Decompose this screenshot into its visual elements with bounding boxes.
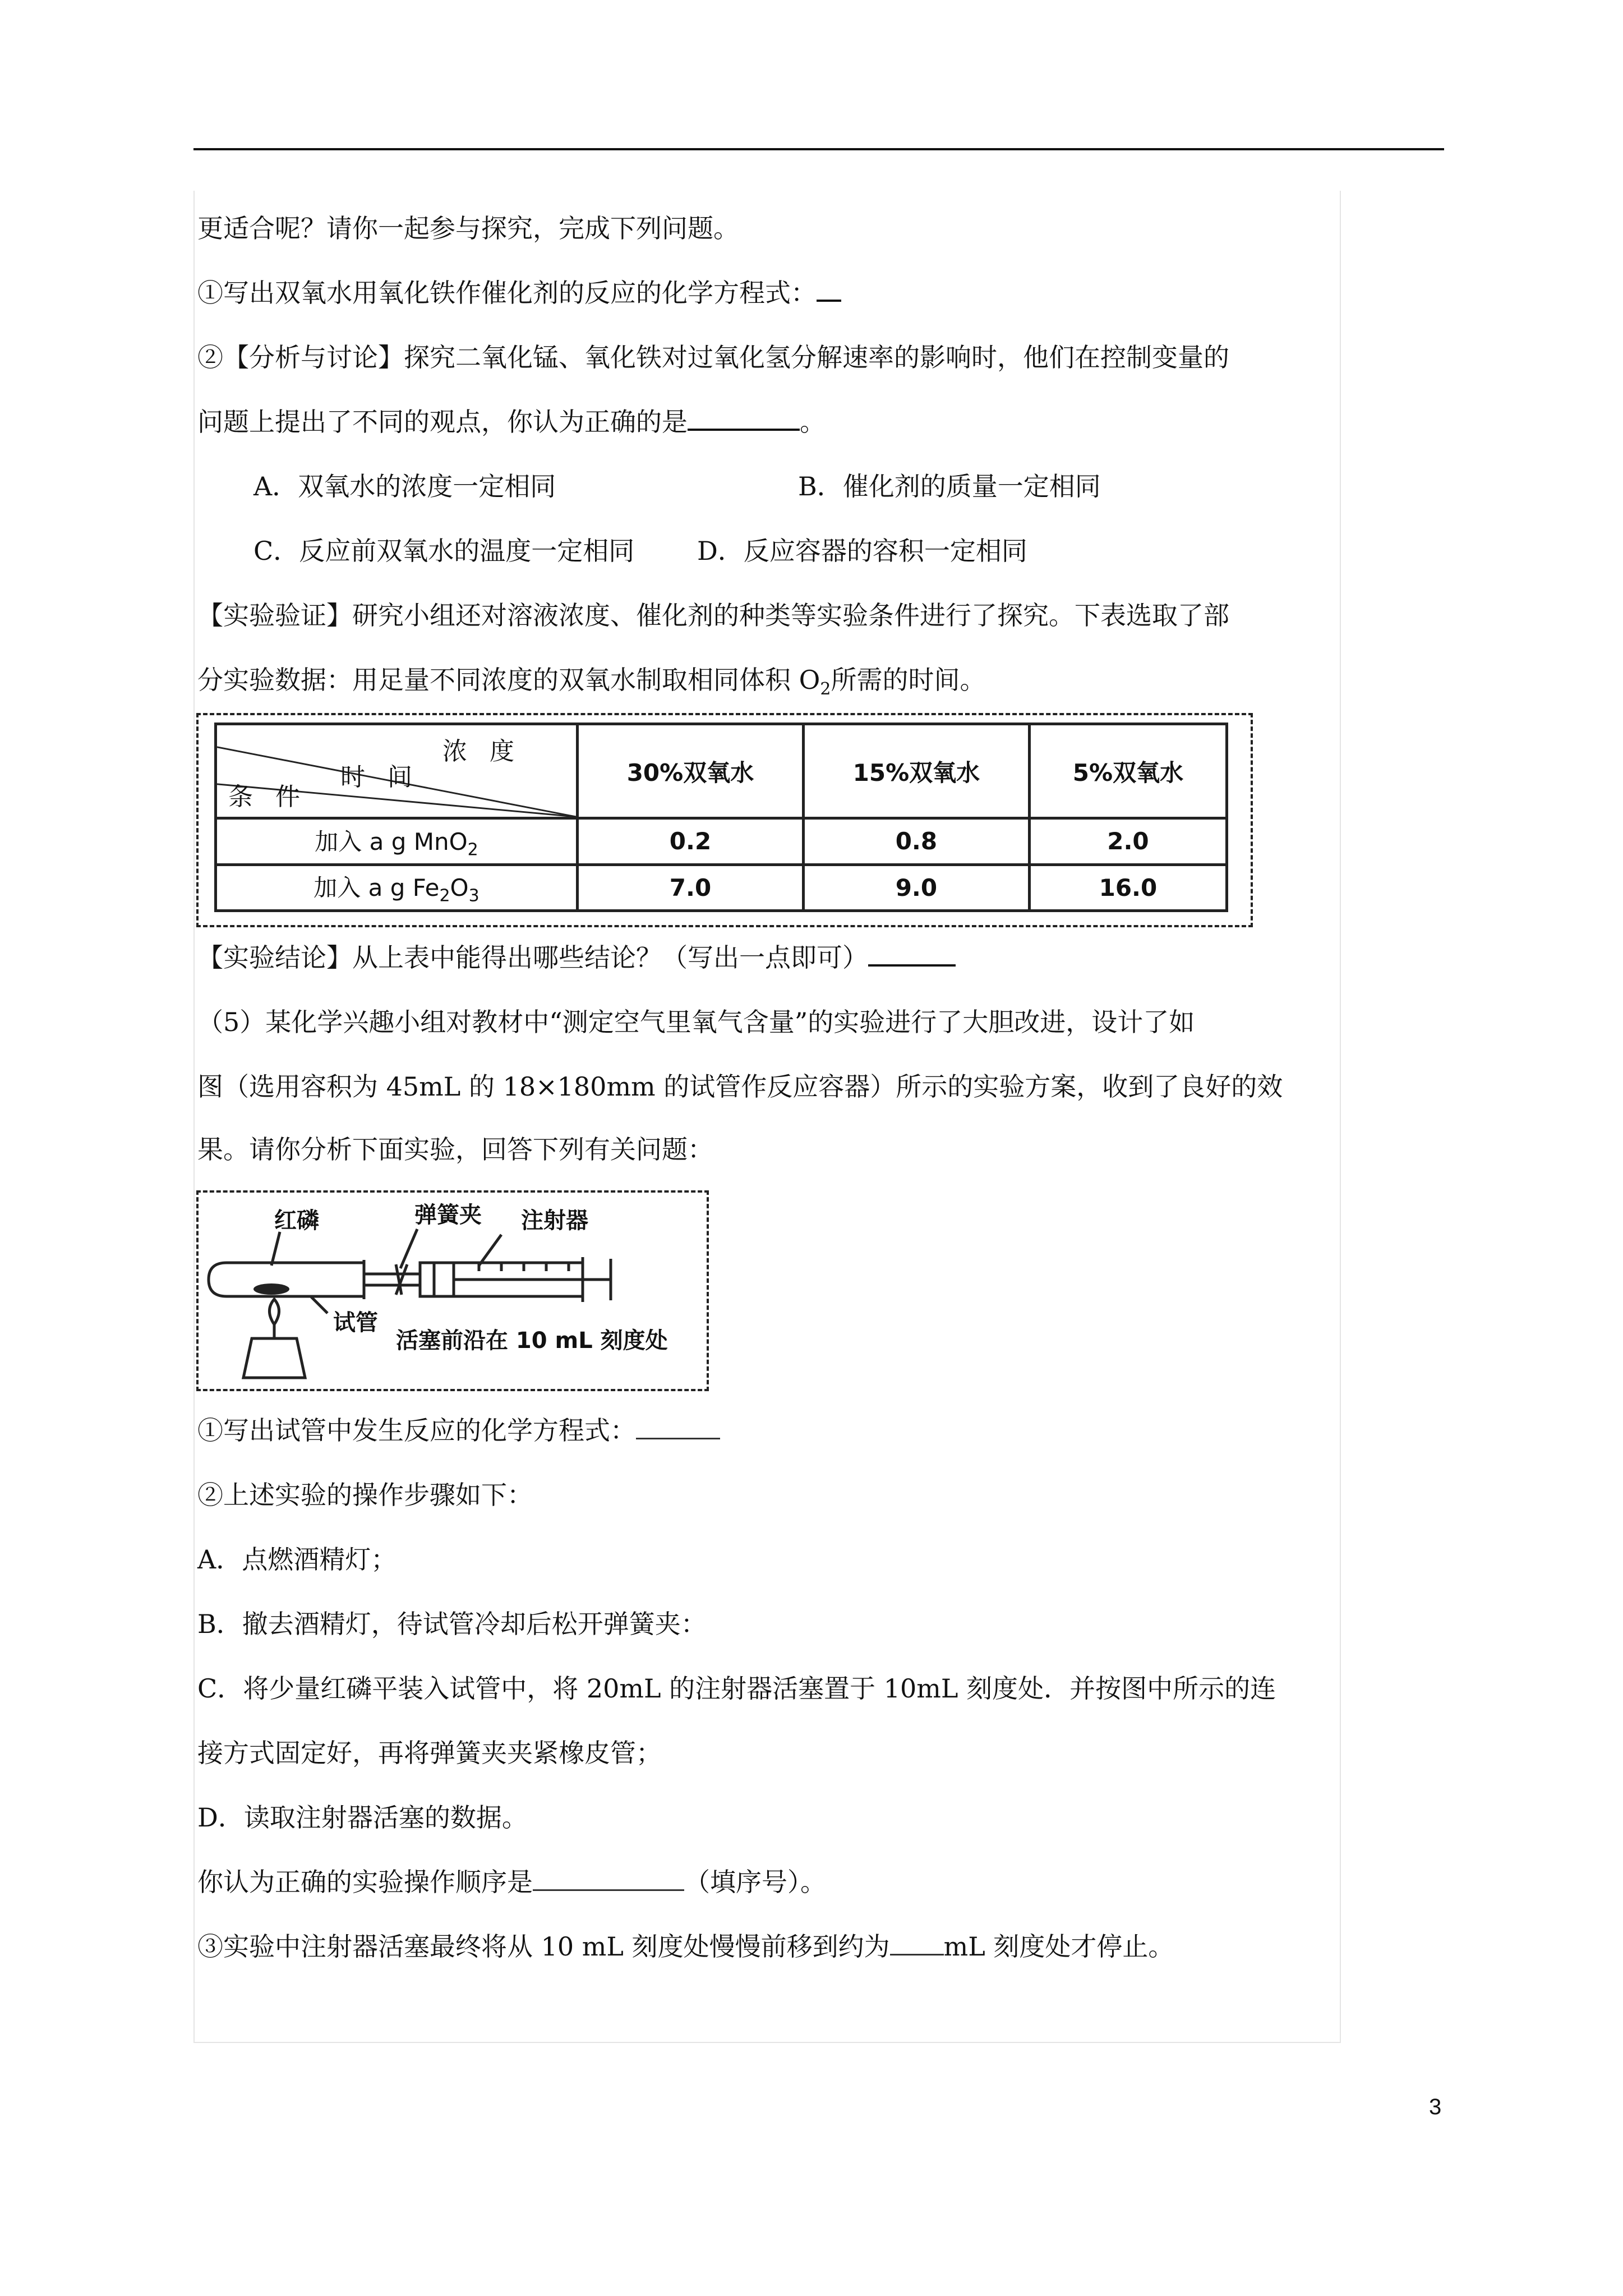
step-d: D．读取注射器活塞的数据。 xyxy=(197,1802,528,1833)
row-label-mno2: 加入 a g MnO$_2$ xyxy=(216,818,578,865)
question-2-text: 问题上提出了不同的观点，你认为正确的是 xyxy=(197,407,688,437)
table-cell: 16.0 xyxy=(1029,864,1227,911)
question-5-3-text: ③实验中注射器活塞最终将从 10 mL 刻度处慢慢前移到约为 xyxy=(197,1931,890,1962)
figure-label-red-phosphorus: 红磷 xyxy=(274,1208,319,1234)
answer-blank-order[interactable] xyxy=(533,1865,684,1891)
row-label-fe2o3: 加入 a g $Fe_2O_3$ xyxy=(216,864,578,911)
question-5-line-3: 果。请你分析下面实验，回答下列有关问题： xyxy=(197,1134,713,1165)
figure-label-piston-position: 活塞前沿在 10 mL 刻度处 xyxy=(396,1328,668,1354)
experiment-conclusion xyxy=(197,940,956,976)
corner-label-time: 时间 xyxy=(340,763,435,792)
option-a: A．双氧水的浓度一定相同 xyxy=(253,471,556,501)
data-table-frame xyxy=(196,713,1253,927)
question-5-1-text: ①写出试管中发生反应的化学方程式： xyxy=(197,1415,636,1446)
option-d: D．反应容器的容积一定相同 xyxy=(697,536,1027,566)
data-table xyxy=(214,723,1228,912)
verify-text-b: 所需的时间。 xyxy=(831,665,986,695)
answer-blank-choice[interactable] xyxy=(688,404,800,431)
table-cell: 0.8 xyxy=(803,818,1029,865)
page-number: 3 xyxy=(1429,2095,1442,2119)
order-question xyxy=(197,1864,826,1900)
question-2-line-2 xyxy=(197,404,826,440)
option-c: C．反应前双氧水的温度一定相同 xyxy=(253,536,635,566)
experiment-verify-line-2 xyxy=(197,662,985,707)
question-5-2: ②上述实验的操作步骤如下： xyxy=(197,1480,533,1510)
table-cell: 2.0 xyxy=(1029,818,1227,865)
figure-label-syringe: 注射器 xyxy=(521,1208,588,1234)
column-header: 5%双氧水 xyxy=(1029,724,1227,818)
step-b: B．撤去酒精灯，待试管冷却后松开弹簧夹： xyxy=(197,1609,707,1639)
order-question-suffix: （填序号）。 xyxy=(684,1867,826,1897)
column-header: 15%双氧水 xyxy=(803,724,1029,818)
figure-label-test-tube: 试管 xyxy=(333,1310,378,1336)
table-header-row xyxy=(216,724,1227,818)
step-a: A．点燃酒精灯； xyxy=(197,1544,397,1575)
table-cell: 0.2 xyxy=(578,818,804,865)
o2-subscript: 2 xyxy=(820,679,831,700)
answer-blank-equation-1[interactable] xyxy=(817,275,841,302)
question-2-period: 。 xyxy=(800,407,826,437)
table-cell: 7.0 xyxy=(578,864,804,911)
column-header: 30%双氧水 xyxy=(578,724,804,818)
experiment-verify-line-1: 【实验验证】研究小组还对溶液浓度、催化剂的种类等实验条件进行了探究。下表选取了部 xyxy=(197,600,1229,631)
answer-blank-conclusion[interactable] xyxy=(868,940,956,967)
corner-label-condition: 条件 xyxy=(228,783,322,811)
question-5-line-2: 图（选用容积为 45mL 的 18×180mm 的试管作反应容器）所示的实验方案，收到了良好的效 xyxy=(197,1071,1283,1102)
text-line-1: 更适合呢？请你一起参与探究，完成下列问题。 xyxy=(197,213,739,243)
option-b: B．催化剂的质量一定相同 xyxy=(798,471,1101,501)
question-1-text: ①写出双氧水用氧化铁作催化剂的反应的化学方程式： xyxy=(197,278,817,308)
answer-blank-equation-2[interactable] xyxy=(636,1413,720,1439)
figure-label-spring-clip: 弹簧夹 xyxy=(414,1202,482,1228)
corner-label-concentration: 浓度 xyxy=(442,737,537,766)
apparatus-figure-frame xyxy=(196,1190,709,1391)
answer-blank-volume[interactable] xyxy=(890,1929,944,1955)
step-c-line-2: 接方式固定好，再将弹簧夹夹紧橡皮管； xyxy=(197,1738,662,1768)
table-row xyxy=(216,864,1227,911)
question-5-1 xyxy=(197,1412,720,1448)
table-cell: 9.0 xyxy=(803,864,1029,911)
table-row xyxy=(216,818,1227,865)
header-rule xyxy=(193,148,1444,150)
question-5-3-suffix: mL 刻度处才停止。 xyxy=(943,1931,1174,1962)
question-2-line-1: ②【分析与讨论】探究二氧化锰、氧化铁对过氧化氢分解速率的影响时，他们在控制变量的 xyxy=(197,342,1229,372)
verify-text-a: 分实验数据：用足量不同浓度的双氧水制取相同体积 O xyxy=(197,665,820,695)
conclusion-text: 【实验结论】从上表中能得出哪些结论？（写出一点即可） xyxy=(197,942,868,973)
question-1 xyxy=(197,275,841,311)
question-5-3 xyxy=(197,1929,1174,1964)
step-c-line-1: C．将少量红磷平装入试管中，将 20mL 的注射器活塞置于 10mL 刻度处．并按图中所示的连 xyxy=(197,1673,1276,1704)
order-question-text: 你认为正确的实验操作顺序是 xyxy=(197,1867,533,1897)
table-corner-cell xyxy=(216,724,578,818)
question-5-line-1: （5）某化学兴趣小组对教材中“测定空气里氧气含量”的实验进行了大胆改进，设计了如 xyxy=(197,1007,1195,1037)
